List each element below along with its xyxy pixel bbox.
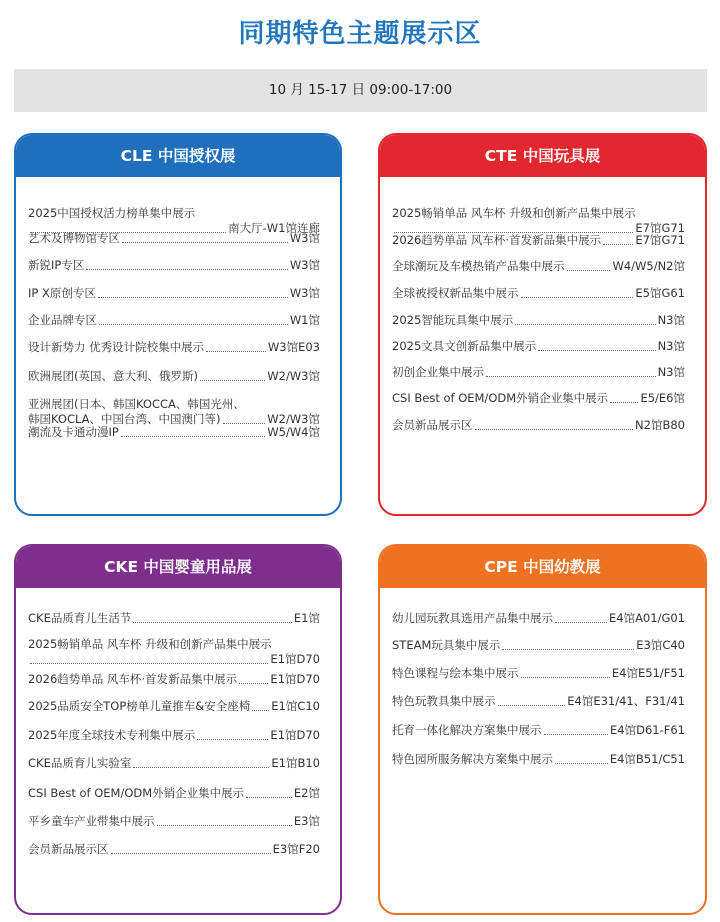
item-row: [28, 369, 320, 384]
item-row: [392, 339, 685, 354]
item-name: 2026趋势单品 风车杯·首发新品集中展示: [28, 672, 238, 686]
item-row: [392, 365, 685, 380]
item-row: [28, 425, 320, 440]
item-hall: E4馆D61-F61: [610, 723, 685, 737]
list-item: [392, 286, 685, 301]
cle-card: [14, 133, 342, 516]
dot-leader: [498, 705, 566, 706]
dot-leader: [133, 767, 269, 768]
cke-card-header: CKE 中国婴童用品展: [16, 546, 340, 588]
item-name: CSI Best of OEM/ODM外销企业集中展示: [28, 786, 245, 800]
item-hall: N3馆: [657, 339, 685, 353]
item-name: 特色园所服务解决方案集中展示: [392, 752, 553, 766]
list-item: [392, 418, 685, 433]
list-item: [392, 611, 685, 626]
list-item: [392, 206, 685, 236]
item-name: 初创企业集中展示: [392, 365, 484, 379]
item-hall: W2/W3馆: [267, 412, 320, 426]
item-hall: N3馆: [657, 365, 685, 379]
item-hall: E4馆A01/G01: [608, 611, 685, 625]
item-name: 幼儿园玩教具选用产品集中展示: [392, 611, 553, 625]
list-item: [392, 723, 685, 738]
item-name: STEAM玩具集中展示: [392, 638, 501, 652]
item-hall: E3馆: [293, 814, 320, 828]
item-hall: E7馆G71: [635, 221, 685, 235]
item-row: [28, 286, 320, 301]
item-name-line1: 亚洲展团(日本、韩国KOCCA、韩国光州、: [28, 397, 245, 411]
item-row: [28, 728, 320, 743]
list-item: [392, 339, 685, 354]
item-hall: E1馆B10: [271, 756, 320, 770]
item-hall: N2馆B80: [635, 418, 685, 432]
item-name: 艺术及博物馆专区: [28, 231, 120, 245]
item-name: 2025文具文创新品集中展示: [392, 339, 537, 353]
dot-leader: [538, 350, 655, 351]
item-row: [392, 286, 685, 301]
item-row: [28, 756, 320, 771]
list-item: [392, 666, 685, 681]
cle-item-list: [16, 177, 340, 440]
list-item: [28, 397, 320, 427]
list-item: [28, 728, 320, 743]
item-hall: W5/W4馆: [267, 425, 320, 439]
list-item: [392, 365, 685, 380]
item-hall: W1馆: [289, 313, 320, 327]
item-name: 会员新品展示区: [392, 418, 473, 432]
item-hall: E4馆E31/41、F31/41: [567, 694, 685, 708]
dot-leader: [111, 853, 271, 854]
item-name: 企业品牌专区: [28, 313, 97, 327]
item-name-line1: 2025中国授权活力榜单集中展示: [28, 206, 196, 220]
item-name: 新锐IP专区: [28, 258, 85, 272]
item-row: [28, 611, 320, 626]
item-row: [392, 611, 685, 626]
dot-leader: [486, 376, 656, 377]
cpe-item-list: [380, 588, 705, 767]
item-name: CKE品质育儿生活节: [28, 611, 132, 625]
list-item: [392, 694, 685, 709]
cke-item-list: [16, 588, 340, 857]
item-hall: E2馆: [293, 786, 320, 800]
date-bar: 10 月 15-17 日 09:00-17:00: [14, 69, 707, 112]
dot-leader: [197, 739, 268, 740]
item-row: [392, 638, 685, 653]
list-item: [392, 233, 685, 248]
dot-leader: [86, 269, 287, 270]
item-name: 2025年度全球技术专利集中展示: [28, 728, 196, 742]
list-item: [392, 391, 685, 406]
dot-leader: [133, 622, 292, 623]
dot-leader: [603, 244, 633, 245]
item-name: 托育一体化解决方案集中展示: [392, 723, 542, 737]
cpe-card-header: CPE 中国幼教展: [380, 546, 705, 588]
list-item: [28, 425, 320, 440]
item-hall: N3馆: [657, 313, 685, 327]
list-item: [392, 752, 685, 767]
dot-leader: [475, 429, 634, 430]
item-row: [28, 672, 320, 687]
item-name: 2026趋势单品 风车杯·首发新品集中展示: [392, 233, 602, 247]
item-hall: W3馆: [289, 286, 320, 300]
item-hall: E5/E6馆: [640, 391, 685, 405]
item-row: [392, 313, 685, 328]
item-name: 韩国KOCLA、中国台湾、中国澳门等): [28, 412, 221, 426]
item-hall: E1馆D70: [270, 672, 320, 686]
item-name: 2025品质安全TOP榜单儿童推车&安全座椅: [28, 699, 251, 713]
item-row: [392, 391, 685, 406]
item-row: [392, 259, 685, 274]
list-item: [392, 638, 685, 653]
item-hall: W3馆: [289, 258, 320, 272]
item-row: [28, 786, 320, 801]
item-row: [392, 752, 685, 767]
item-hall: E3馆C40: [636, 638, 685, 652]
item-row: [392, 666, 685, 681]
item-hall: E1馆D70: [270, 652, 320, 666]
dot-leader: [239, 683, 268, 684]
item-row: [392, 233, 685, 248]
cpe-card: [378, 544, 707, 915]
item-name: 设计新势力 优秀设计院校集中展示: [28, 340, 205, 354]
item-hall: 南大厅-W1馆连廊: [228, 221, 320, 235]
item-name: 平乡童车产业带集中展示: [28, 814, 155, 828]
dot-leader: [200, 380, 265, 381]
list-item: [28, 369, 320, 384]
dot-leader: [157, 825, 292, 826]
item-row: [28, 842, 320, 857]
cte-card-header: CTE 中国玩具展: [380, 135, 705, 177]
dot-leader: [252, 710, 269, 711]
dot-leader: [544, 734, 609, 735]
dot-leader: [246, 797, 292, 798]
list-item: [392, 259, 685, 274]
list-item: [28, 842, 320, 857]
item-row: [392, 723, 685, 738]
list-item: [28, 756, 320, 771]
cle-card-header: CLE 中国授权展: [16, 135, 340, 177]
item-row: [28, 340, 320, 355]
dot-leader: [223, 423, 266, 424]
item-name: 潮流及卡通动漫IP: [28, 425, 119, 439]
item-name: 会员新品展示区: [28, 842, 109, 856]
item-name: IP X原创专区: [28, 286, 96, 300]
item-hall: W3馆E03: [267, 340, 320, 354]
dot-leader: [99, 324, 288, 325]
item-hall: E4馆B51/C51: [609, 752, 685, 766]
dot-leader: [555, 763, 608, 764]
cke-card: [14, 544, 342, 915]
list-item: [392, 313, 685, 328]
list-item: [28, 814, 320, 829]
item-hall: E4馆E51/F51: [611, 666, 685, 680]
item-hall: E1馆C10: [271, 699, 320, 713]
dot-leader: [515, 324, 655, 325]
dot-leader: [121, 436, 265, 437]
item-hall: E7馆G71: [635, 233, 685, 247]
item-name: 2025智能玩具集中展示: [392, 313, 514, 327]
page-title: 同期特色主题展示区: [238, 19, 482, 49]
item-hall: W4/W5/N2馆: [612, 259, 685, 273]
item-row: [28, 652, 320, 667]
dot-leader: [610, 402, 638, 403]
list-item: [28, 786, 320, 801]
item-name: 特色课程与绘本集中展示: [392, 666, 519, 680]
item-hall: W3馆: [289, 231, 320, 245]
item-name-line1: 2025畅销单品 风车杯 升级和创新产品集中展示: [28, 637, 272, 651]
item-name: 特色玩教具集中展示: [392, 694, 496, 708]
list-item: [28, 340, 320, 355]
list-item: [28, 611, 320, 626]
item-name: CKE品质育儿实验室: [28, 756, 132, 770]
dot-leader: [30, 663, 268, 664]
item-hall: W2/W3馆: [267, 369, 320, 383]
dot-leader: [122, 242, 288, 243]
item-hall: E5馆G61: [635, 286, 685, 300]
dot-leader: [206, 351, 266, 352]
list-item: [28, 313, 320, 328]
item-name: 全球被授权新品集中展示: [392, 286, 519, 300]
cte-item-list: [380, 177, 705, 433]
item-row: [28, 258, 320, 273]
item-row: [392, 694, 685, 709]
item-hall: E1馆D70: [270, 728, 320, 742]
cte-card: [378, 133, 707, 516]
list-item: [28, 699, 320, 714]
list-item: [28, 258, 320, 273]
item-hall: E1馆: [293, 611, 320, 625]
dot-leader: [567, 270, 611, 271]
dot-leader: [555, 622, 607, 623]
dot-leader: [521, 677, 610, 678]
item-name-line1: 2025畅销单品 风车杯 升级和创新产品集中展示: [392, 206, 636, 220]
dot-leader: [521, 297, 634, 298]
item-hall: E3馆F20: [272, 842, 320, 856]
item-name: 欧洲展团(英国、意大利、俄罗斯): [28, 369, 198, 383]
item-row: [28, 313, 320, 328]
list-item: [28, 637, 320, 667]
list-item: [28, 672, 320, 687]
dot-leader: [502, 649, 634, 650]
item-row: [392, 418, 685, 433]
item-name: CSI Best of OEM/ODM外销企业集中展示: [392, 391, 609, 405]
list-item: [28, 286, 320, 301]
item-row: [28, 699, 320, 714]
dot-leader: [98, 297, 288, 298]
item-row: [28, 814, 320, 829]
item-name: 全球潮玩及车模热销产品集中展示: [392, 259, 565, 273]
